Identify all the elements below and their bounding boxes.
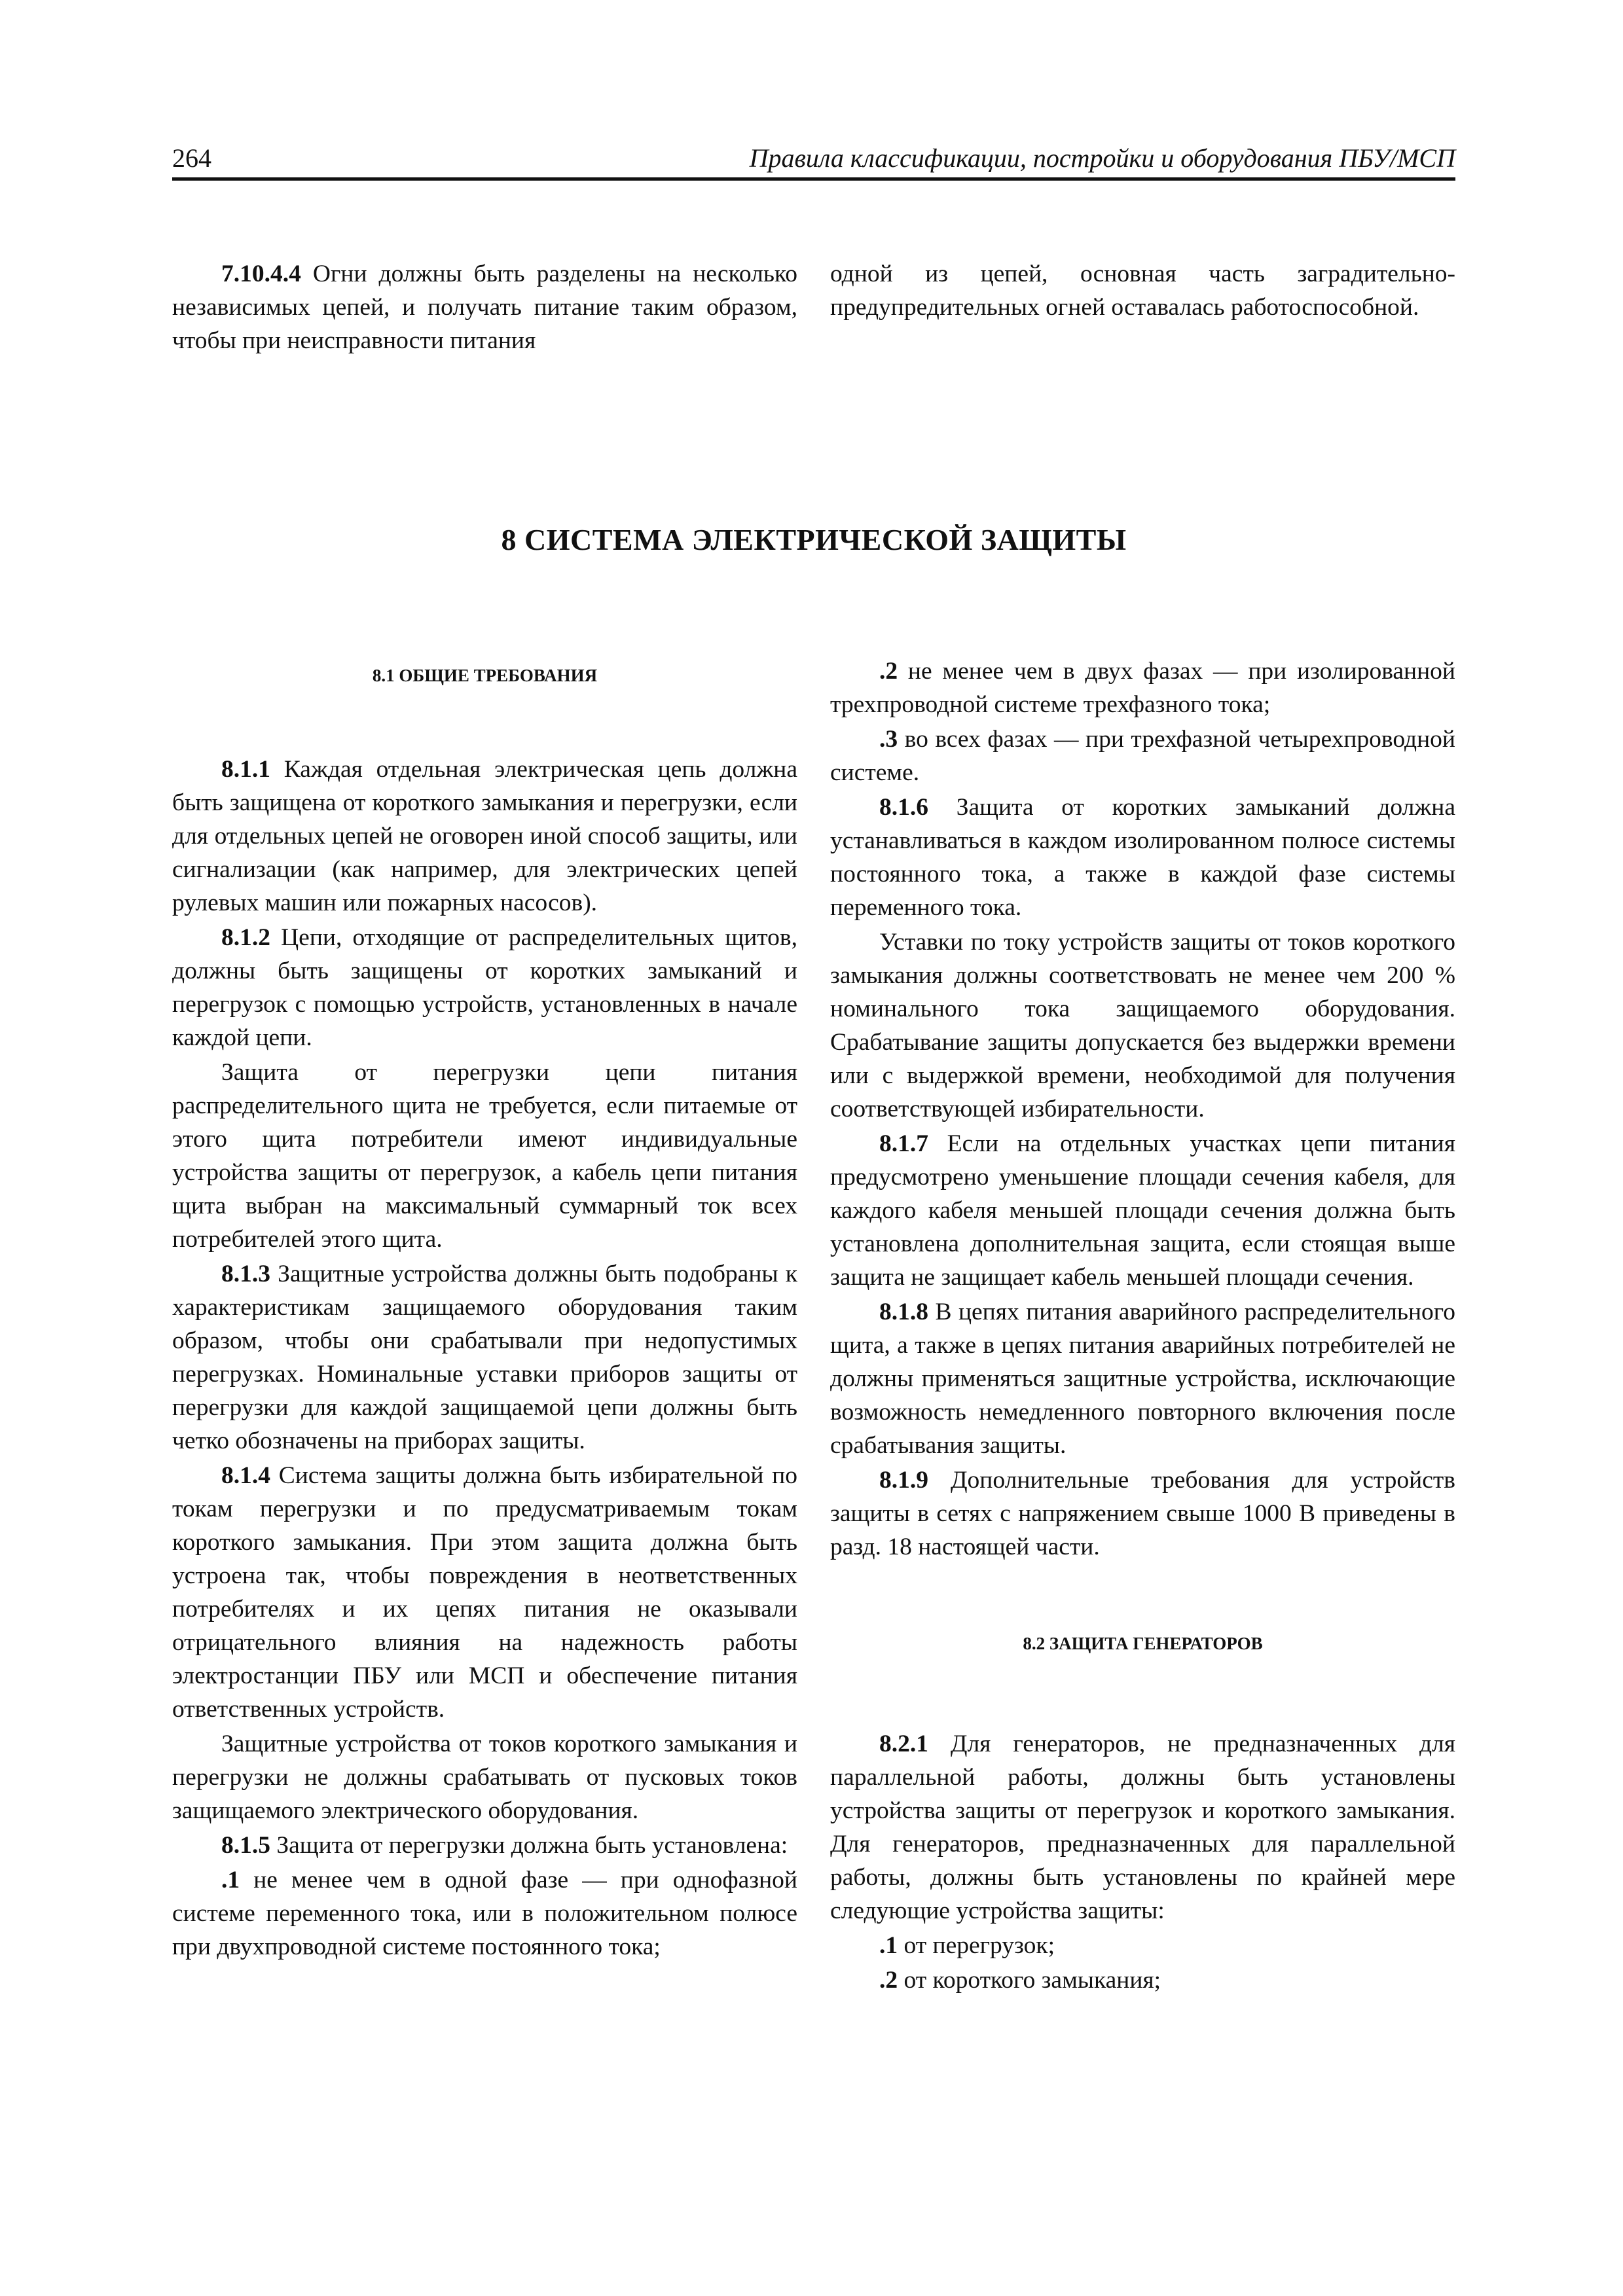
paragraph-8-1-5: 8.1.5 Защита от перегрузки должна быть установлена:: [221, 1832, 788, 1859]
intro-right-column: [830, 257, 1455, 325]
paragraph-8-1-4-note: Защитные устройства от токов короткого замыкания и перегрузки не должны срабатывать от пусковых токов защищаемого электрического оборудования.: [172, 1731, 797, 1824]
running-title: Правила классификации, постройки и оборудования ПБУ/МСП: [749, 143, 1455, 173]
page-header: [172, 141, 1455, 181]
paragraph-7-10-4-4: 7.10.4.4 Огни должны быть разделены на несколько независимых цепей, и получать питание таким образом, чтобы при неисправности питания: [172, 260, 797, 354]
list-item-8-1-5-1: .1 не менее чем в одной фазе — при однофазной системе переменного тока, или в положительном полюсе при двухпроводной системе постоянного тока;: [172, 1867, 797, 1960]
paragraph-8-1-3: 8.1.3 Защитные устройства должны быть подобраны к характеристикам защищаемого оборудования таким образом, чтобы они срабатывали при недопустимых перегрузках. Номинальные уставки приборов защиты от перегрузки для каждой защищаемой цепи должны быть четко обозначены на приборах защиты.: [172, 1261, 797, 1454]
left-column: [172, 659, 797, 1965]
paragraph-8-1-6-note: Уставки по току устройств защиты от токов короткого замыкания должны соответствовать не менее чем 200 % номинального тока защищаемого оборудования. Срабатывание защиты допускается без выдержки времени или с выдержкой времени, необходимой для получения соответствующей избирательности.: [830, 929, 1455, 1122]
paragraph-8-1-4: 8.1.4 Система защиты должна быть избирательной по токам перегрузки и по предусматриваемым токам короткого замыкания. При этом защита должна быть устроена так, чтобы повреждения в неответственных потребителях и их цепях питания не оказывали отрицательного влияния на надежность работы электростанции ПБУ или МСП и обеспечение питания ответственных устройств.: [172, 1462, 797, 1723]
paragraph-8-1-2: 8.1.2 Цепи, отходящие от распределительных щитов, должны быть защищены от коротких замыканий и перегрузок с помощью устройств, установленных в начале каждой цепи.: [172, 924, 797, 1051]
paragraph-8-1-9: 8.1.9 Дополнительные требования для устройств защиты в сетях с напряжением свыше 1000 В приведены в разд. 18 настоящей части.: [830, 1467, 1455, 1560]
section-8-2-title: 8.2 ЗАЩИТА ГЕНЕРАТОРОВ: [1023, 1634, 1263, 1653]
right-column: [830, 655, 1455, 1998]
list-item-8-1-5-2: .2 не менее чем в двух фазах — при изолированной трехпроводной системе трехфазного тока;: [830, 658, 1455, 718]
chapter-title: 8 СИСТЕМА ЭЛЕКТРИЧЕСКОЙ ЗАЩИТЫ: [501, 523, 1127, 556]
paragraph-8-2-1: 8.2.1 Для генераторов, не предназначенных для параллельной работы, должны быть установлены устройства защиты от перегрузок и короткого замыкания. Для генераторов, предназначенных для параллельной работы, должны быть установлены по крайней мере следующие устройства защиты:: [830, 1731, 1455, 1924]
intro-left-column: [172, 257, 797, 359]
paragraph-8-1-7: 8.1.7 Если на отдельных участках цепи питания предусмотрено уменьшение площади сечения кабеля, для каждого кабеля меньшей площади сечения должна быть установлена дополнительная защита, если стоящая выше защита не защищает кабель меньшей площади сечения.: [830, 1130, 1455, 1291]
list-item-8-2-1-2: .2 от короткого замыкания;: [879, 1967, 1161, 1994]
page-number: 264: [172, 143, 211, 173]
paragraph-8-1-8: 8.1.8 В цепях питания аварийного распределительного щита, а также в цепях питания аварийных потребителей не должны применяться защитные устройства, исключающие возможность немедленного повторного включения после срабатывания защиты.: [830, 1299, 1455, 1459]
paragraph-7-10-4-4-cont: одной из цепей, основная часть заградительно-предупредительных огней оставалась работоспособной.: [830, 260, 1455, 321]
section-8-1-title: 8.1 ОБЩИЕ ТРЕБОВАНИЯ: [372, 666, 598, 685]
list-item-8-2-1-1: .1 от перегрузок;: [879, 1932, 1055, 1959]
paragraph-8-1-1: 8.1.1 Каждая отдельная электрическая цепь должна быть защищена от короткого замыкания и перегрузки, если для отдельных цепей не оговорен иной способ защиты, или сигнализации (как например, для электрических цепей рулевых машин или пожарных насосов).: [172, 756, 797, 916]
list-item-8-1-5-3: .3 во всех фазах — при трехфазной четырехпроводной системе.: [830, 726, 1455, 786]
paragraph-8-1-2-note: Защита от перегрузки цепи питания распределительного щита не требуется, если питаемые от этого щита потребители имеют индивидуальные устройства защиты от перегрузок, а кабель цепи питания щита выбран на максимальный суммарный ток всех потребителей этого щита.: [172, 1059, 797, 1253]
paragraph-8-1-6: 8.1.6 Защита от коротких замыканий должна устанавливаться в каждом изолированном полюсе системы постоянного тока, а также в каждой фазе системы переменного тока.: [830, 794, 1455, 921]
